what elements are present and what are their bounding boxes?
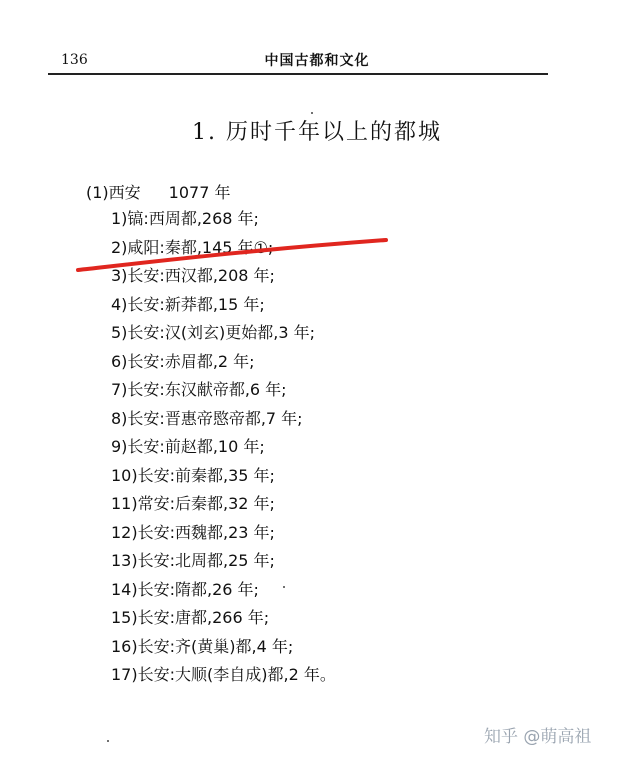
list-item: 8)长安:晋惠帝愍帝都,7 年; <box>111 408 303 428</box>
city-years: 1077 年 <box>168 183 231 202</box>
list-item: 7)长安:东汉献帝都,6 年; <box>111 380 287 399</box>
scan-speck <box>107 740 109 742</box>
list-item: 16)长安:齐(黄巢)都,4 年; <box>111 636 294 656</box>
list-item: 3)长安:西汉都,208 年; <box>111 266 275 285</box>
list-item: 1)镐:西周都,268 年; <box>111 209 259 228</box>
list-item: 9)长安:前赵都,10 年; <box>111 437 265 456</box>
section-title: 1. 历时千年以上的都城 <box>192 120 442 145</box>
list-item: 11)常安:后秦都,32 年; <box>111 494 275 513</box>
list-item: 15)长安:唐都,266 年; <box>111 608 270 627</box>
capital-list <box>111 205 336 690</box>
list-item: 2)咸阳:秦都,145 年①; <box>111 237 274 257</box>
city-label: (1)西安 <box>86 183 141 202</box>
list-item: 10)长安:前秦都,35 年; <box>111 465 275 485</box>
list-item: 12)长安:西魏都,23 年; <box>111 522 275 542</box>
list-item: 4)长安:新莽都,15 年; <box>111 294 265 314</box>
watermark: 知乎 @萌高祖 <box>484 727 592 747</box>
scan-speck <box>283 586 285 588</box>
list-item: 13)长安:北周都,25 年; <box>111 551 275 570</box>
scan-speck <box>311 112 313 114</box>
running-header-title: 中国古都和文化 <box>264 53 370 69</box>
list-item: 14)长安:隋都,26 年; <box>111 579 259 599</box>
page-number: 136 <box>61 52 88 68</box>
list-item: 5)长安:汉(刘玄)更始都,3 年; <box>111 323 316 342</box>
city-heading <box>86 180 230 203</box>
list-item: 6)长安:赤眉都,2 年; <box>111 351 255 371</box>
header-rule <box>48 73 548 75</box>
list-item: 17)长安:大顺(李自成)都,2 年。 <box>111 665 336 684</box>
